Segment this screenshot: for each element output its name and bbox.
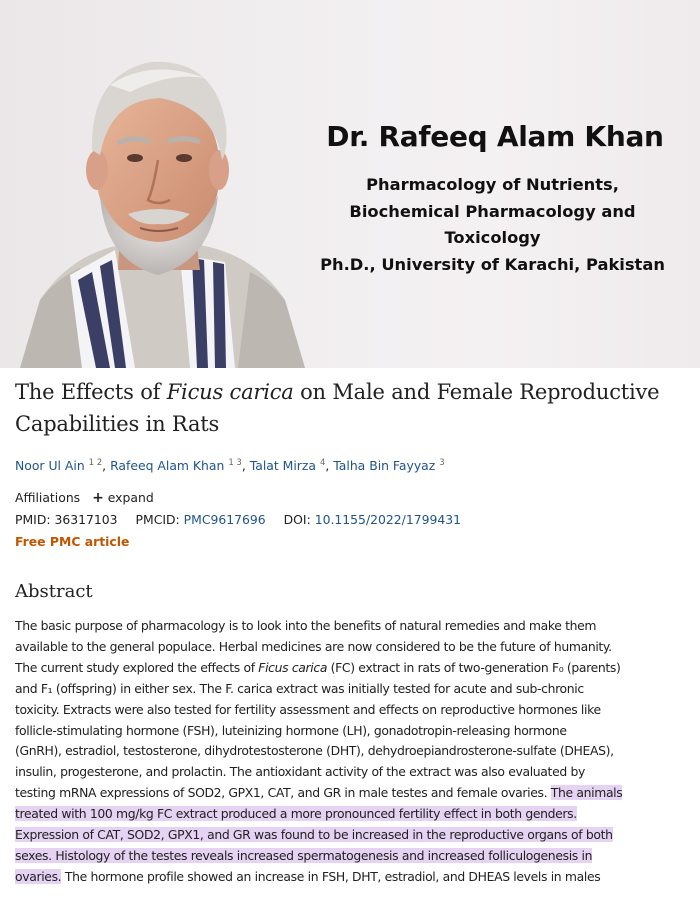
- highlighted-text: The animals: [550, 785, 623, 801]
- abstract-text-span: (FC) extract in rats of two-generation F₀ (parents): [327, 659, 621, 675]
- affiliations-label: Affiliations: [15, 490, 81, 505]
- credential-line: Ph.D., University of Karachi, Pakistan: [320, 254, 665, 274]
- title-text: on Male and Female Reproductive Capabilities in Rats: [15, 380, 660, 436]
- abstract-line: available to the general populace. Herbal medicines are now considered to be the future of humanity.: [15, 638, 612, 654]
- expand-label: expand: [107, 490, 154, 505]
- doi-label: DOI:: [283, 512, 311, 527]
- abstract-text: [15, 616, 687, 888]
- abstract-line: The basic purpose of pharmacology is to look into the benefits of natural remedies and make them: [15, 618, 597, 633]
- abstract-line: (GnRH), estradiol, testosterone, dihydrotestosterone (DHT), dehydroepiandrosterone-sulfate (DHEAS),: [15, 743, 614, 759]
- highlighted-text: sexes. Histology of the testes reveals increased spermatogenesis and increased folliculogenesis in: [15, 847, 593, 863]
- abstract-text-span: testing mRNA expressions of SOD2, GPX1, CAT, and GR in male testes and female ovaries.: [15, 785, 551, 801]
- credential-line: Pharmacology of Nutrients,: [366, 175, 619, 194]
- abstract-line: insulin, progesterone, and prolactin. The antioxidant activity of the extract was also evaluated by: [15, 764, 585, 780]
- abstract-line: [15, 825, 687, 846]
- pmid-label: PMID:: [15, 512, 51, 527]
- affiliation-ref[interactable]: 1 2: [88, 458, 103, 468]
- abstract-line: toxicity. Extracts were also tested for fertility assessment and effects on reproductive hormones like: [15, 701, 601, 717]
- credential-line: Biochemical Pharmacology and: [349, 201, 636, 221]
- abstract-line: [15, 846, 687, 867]
- highlighted-text: Expression of CAT, SOD2, GPX1, and GR was found to be increased in the reproductive organs of both: [15, 827, 613, 843]
- portrait-photo: [0, 0, 310, 368]
- abstract-heading: Abstract: [15, 581, 93, 602]
- affiliation-ref[interactable]: 4: [319, 458, 326, 468]
- pmcid-link[interactable]: PMC9617696: [183, 512, 266, 527]
- affiliation-ref[interactable]: 1 3: [228, 458, 242, 468]
- affiliations-row: [15, 490, 685, 506]
- speaker-name: Dr. Rafeeq Alam Khan: [326, 120, 664, 153]
- affiliation-ref[interactable]: 3: [439, 458, 445, 468]
- pmid-value: 36317103: [54, 512, 118, 527]
- free-pmc-badge[interactable]: Free PMC article: [15, 534, 130, 549]
- identifier-row: [15, 512, 685, 527]
- abstract-line: follicle-stimulating hormone (FSH), luteinizing hormone (LH), gonadotropin-releasing hormone: [15, 722, 567, 738]
- speaker-banner: [0, 0, 700, 368]
- highlighted-text: treated with 100 mg/kg FC extract produced a more pronounced fertility effect in both genders.: [15, 806, 577, 822]
- highlighted-text: ovaries.: [15, 868, 62, 884]
- article-summary: [15, 368, 685, 888]
- author-link[interactable]: Talat Mirza: [249, 458, 316, 473]
- abstract-species: Ficus carica: [258, 659, 328, 675]
- abstract-line: [15, 867, 687, 888]
- abstract-text-span: The current study explored the effects of: [15, 659, 259, 675]
- credential-line: Toxicology: [444, 228, 541, 247]
- pmcid-label: PMCID:: [135, 512, 180, 527]
- abstract-text-span: The hormone profile showed an increase in FSH, DHT, estradiol, and DHEAS levels in males: [61, 868, 601, 884]
- abstract-line: [15, 804, 687, 825]
- abstract-line: and F₁ (offspring) in either sex. The F. carica extract was initially tested for acute and sub-chronic: [15, 680, 584, 696]
- author-link[interactable]: Talha Bin Fayyaz: [333, 458, 436, 473]
- doi-link[interactable]: 10.1155/2022/1799431: [314, 512, 462, 527]
- plus-icon: +: [92, 490, 104, 506]
- article-title: [15, 376, 685, 440]
- author-link[interactable]: Noor Ul Ain: [15, 458, 85, 473]
- title-text: The Effects of: [15, 380, 167, 404]
- author-link[interactable]: Rafeeq Alam Khan: [110, 458, 225, 473]
- abstract-line: [15, 658, 687, 679]
- title-species: Ficus carica: [166, 380, 294, 404]
- expand-affiliations-button[interactable]: [92, 490, 154, 505]
- author-list: Noor Ul Ain $^{1 2}$, Rafeeq Alam Khan $^{1 3}$, Talat Mirza $^4$, Talha Bin Fayyaz $^3$: [15, 458, 445, 473]
- speaker-credentials: [300, 172, 685, 278]
- abstract-line: [15, 783, 687, 804]
